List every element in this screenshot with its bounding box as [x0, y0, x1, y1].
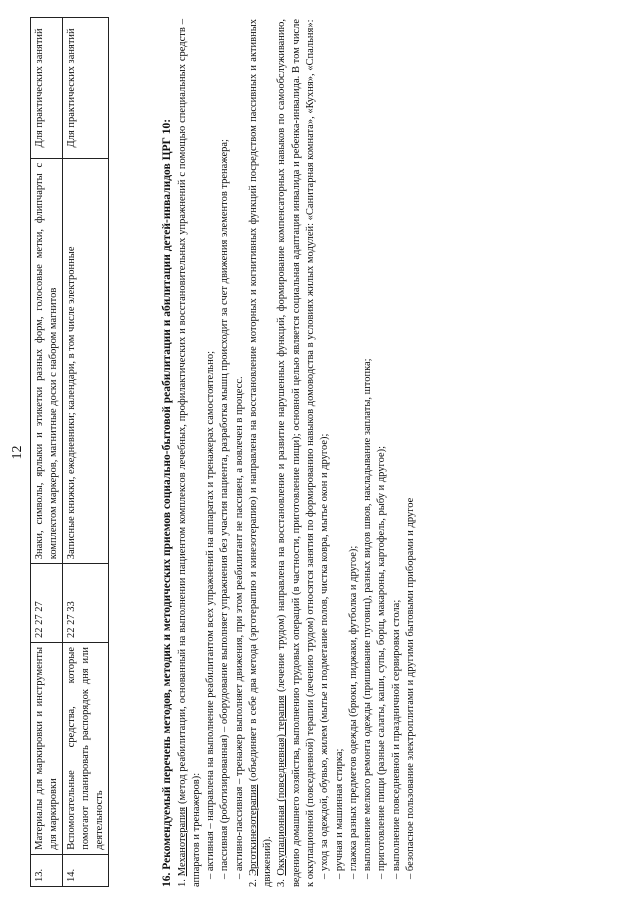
- sub-item: – приготовление пищи (разные салаты, каши, супы, борщ, макароны, картофель, рыбу и другое);: [376, 445, 388, 879]
- item-term: Механотерапия: [176, 806, 188, 877]
- sub-item: – глажка разных предметов одежды (брюки, пиджаки, футболка и другое);: [347, 545, 359, 879]
- table-row: [63, 18, 109, 887]
- page-number: 12: [10, 445, 25, 460]
- row-number: 13.: [31, 854, 63, 886]
- sub-item: – пассивная (роботизированная) – оборудование выполняет упражнения без участия пациента, разработка мышц происходит за счет движения элементов тренажера;: [219, 139, 231, 879]
- item-number: 2.: [247, 879, 259, 887]
- list-item: [247, 19, 276, 887]
- item-term: Эрготкинезотерапия: [247, 784, 259, 876]
- row-code: 22 27 27: [31, 564, 63, 643]
- row-usage: Для практических занятий: [31, 18, 63, 159]
- section-content: [160, 19, 418, 887]
- section-heading: 16. Рекомендуемый перечень методов, методик и методических приемов социально-бытовой реабилитации и абилитации детей-инвалидов ЦРГ 10:: [161, 118, 173, 887]
- sub-item: – выполнение мелкого ремонта одежды (пришивание пуговиц), разных видов швов, накладывание заплаты, штопка;: [362, 358, 374, 879]
- item-term: Оккупационная (повседневная) терапия: [276, 695, 288, 876]
- item-text: (метод реабилитации, основанный на выполнении пациентом комплексов лечебных, профилактических и восстановительных упражнений с помощью специальных средств – аппаратов и тренажеров):: [176, 19, 202, 887]
- row-number: 14.: [63, 854, 109, 886]
- item-text: (лечение трудом) направлена на восстановление и развитие нарушенных функций, формирование компенсаторных навыков по самообслуживанию, ведению домашнего хозяйства, выполнению трудовых операций (в частности, приготовление пищи); основной целью является социальная адаптация инвалида и ребенка-инвалида. В том числе к оккупационной (повседневной) терапии (лечению трудом) относятся занятия по формированию навыков домоводства в условиях жилых модулей: «Санитарная комната», «Кухня», «Спальня»:: [276, 18, 317, 887]
- table-row: [31, 18, 63, 887]
- item-text: (объединяет в себе два метода (эрготерапию и кинезотерапию) и направлена на восстановление моторных и когнитивных функций посредством пассивных и активных движений).: [247, 18, 274, 887]
- sub-item: – активная – направлена на выполнение реабилитантом всех упражнений на аппаратах и тренажерах самостоятельно;: [205, 350, 217, 879]
- sub-item: – ручная и машинная стирка;: [333, 748, 345, 879]
- row-name: Материалы для маркировки и инструменты для маркировки: [31, 642, 63, 854]
- row-code: 22 27 33: [63, 564, 109, 643]
- row-name: Вспомогательные средства, которые помогают планировать распорядок дня или деятельность: [63, 642, 109, 854]
- sub-item: – выполнение повседневной и праздничной сервировки стола;: [390, 599, 402, 879]
- equipment-table: [30, 17, 109, 887]
- row-equipment: Записные книжки, ежедневники; календари, в том числе электронные: [63, 158, 109, 563]
- sub-item: – безопасное пользование электроплитами и другими бытовыми приборами и другое: [404, 497, 416, 879]
- sub-item: – активно-пассивная – тренажер выполняет движения, при этом реабилитант не пассивен, а вовлечен в процесс.: [233, 376, 245, 879]
- sub-item: – уход за одеждой, обувью, жилем (мытье и подметание полов, чистка ковра, мытье окон и другое);: [319, 433, 331, 879]
- item-number: 3.: [276, 879, 288, 887]
- list-item: [176, 19, 205, 887]
- list-item: [275, 19, 318, 887]
- item-number: 1.: [176, 879, 188, 887]
- row-usage: Для практических занятий: [63, 18, 109, 159]
- row-equipment: Знаки, символы, ярлыки и этикетки разных форм, голосовые метки, флипчарты с комплектом маркеров, магнитные доски с набором магнитов: [31, 158, 63, 563]
